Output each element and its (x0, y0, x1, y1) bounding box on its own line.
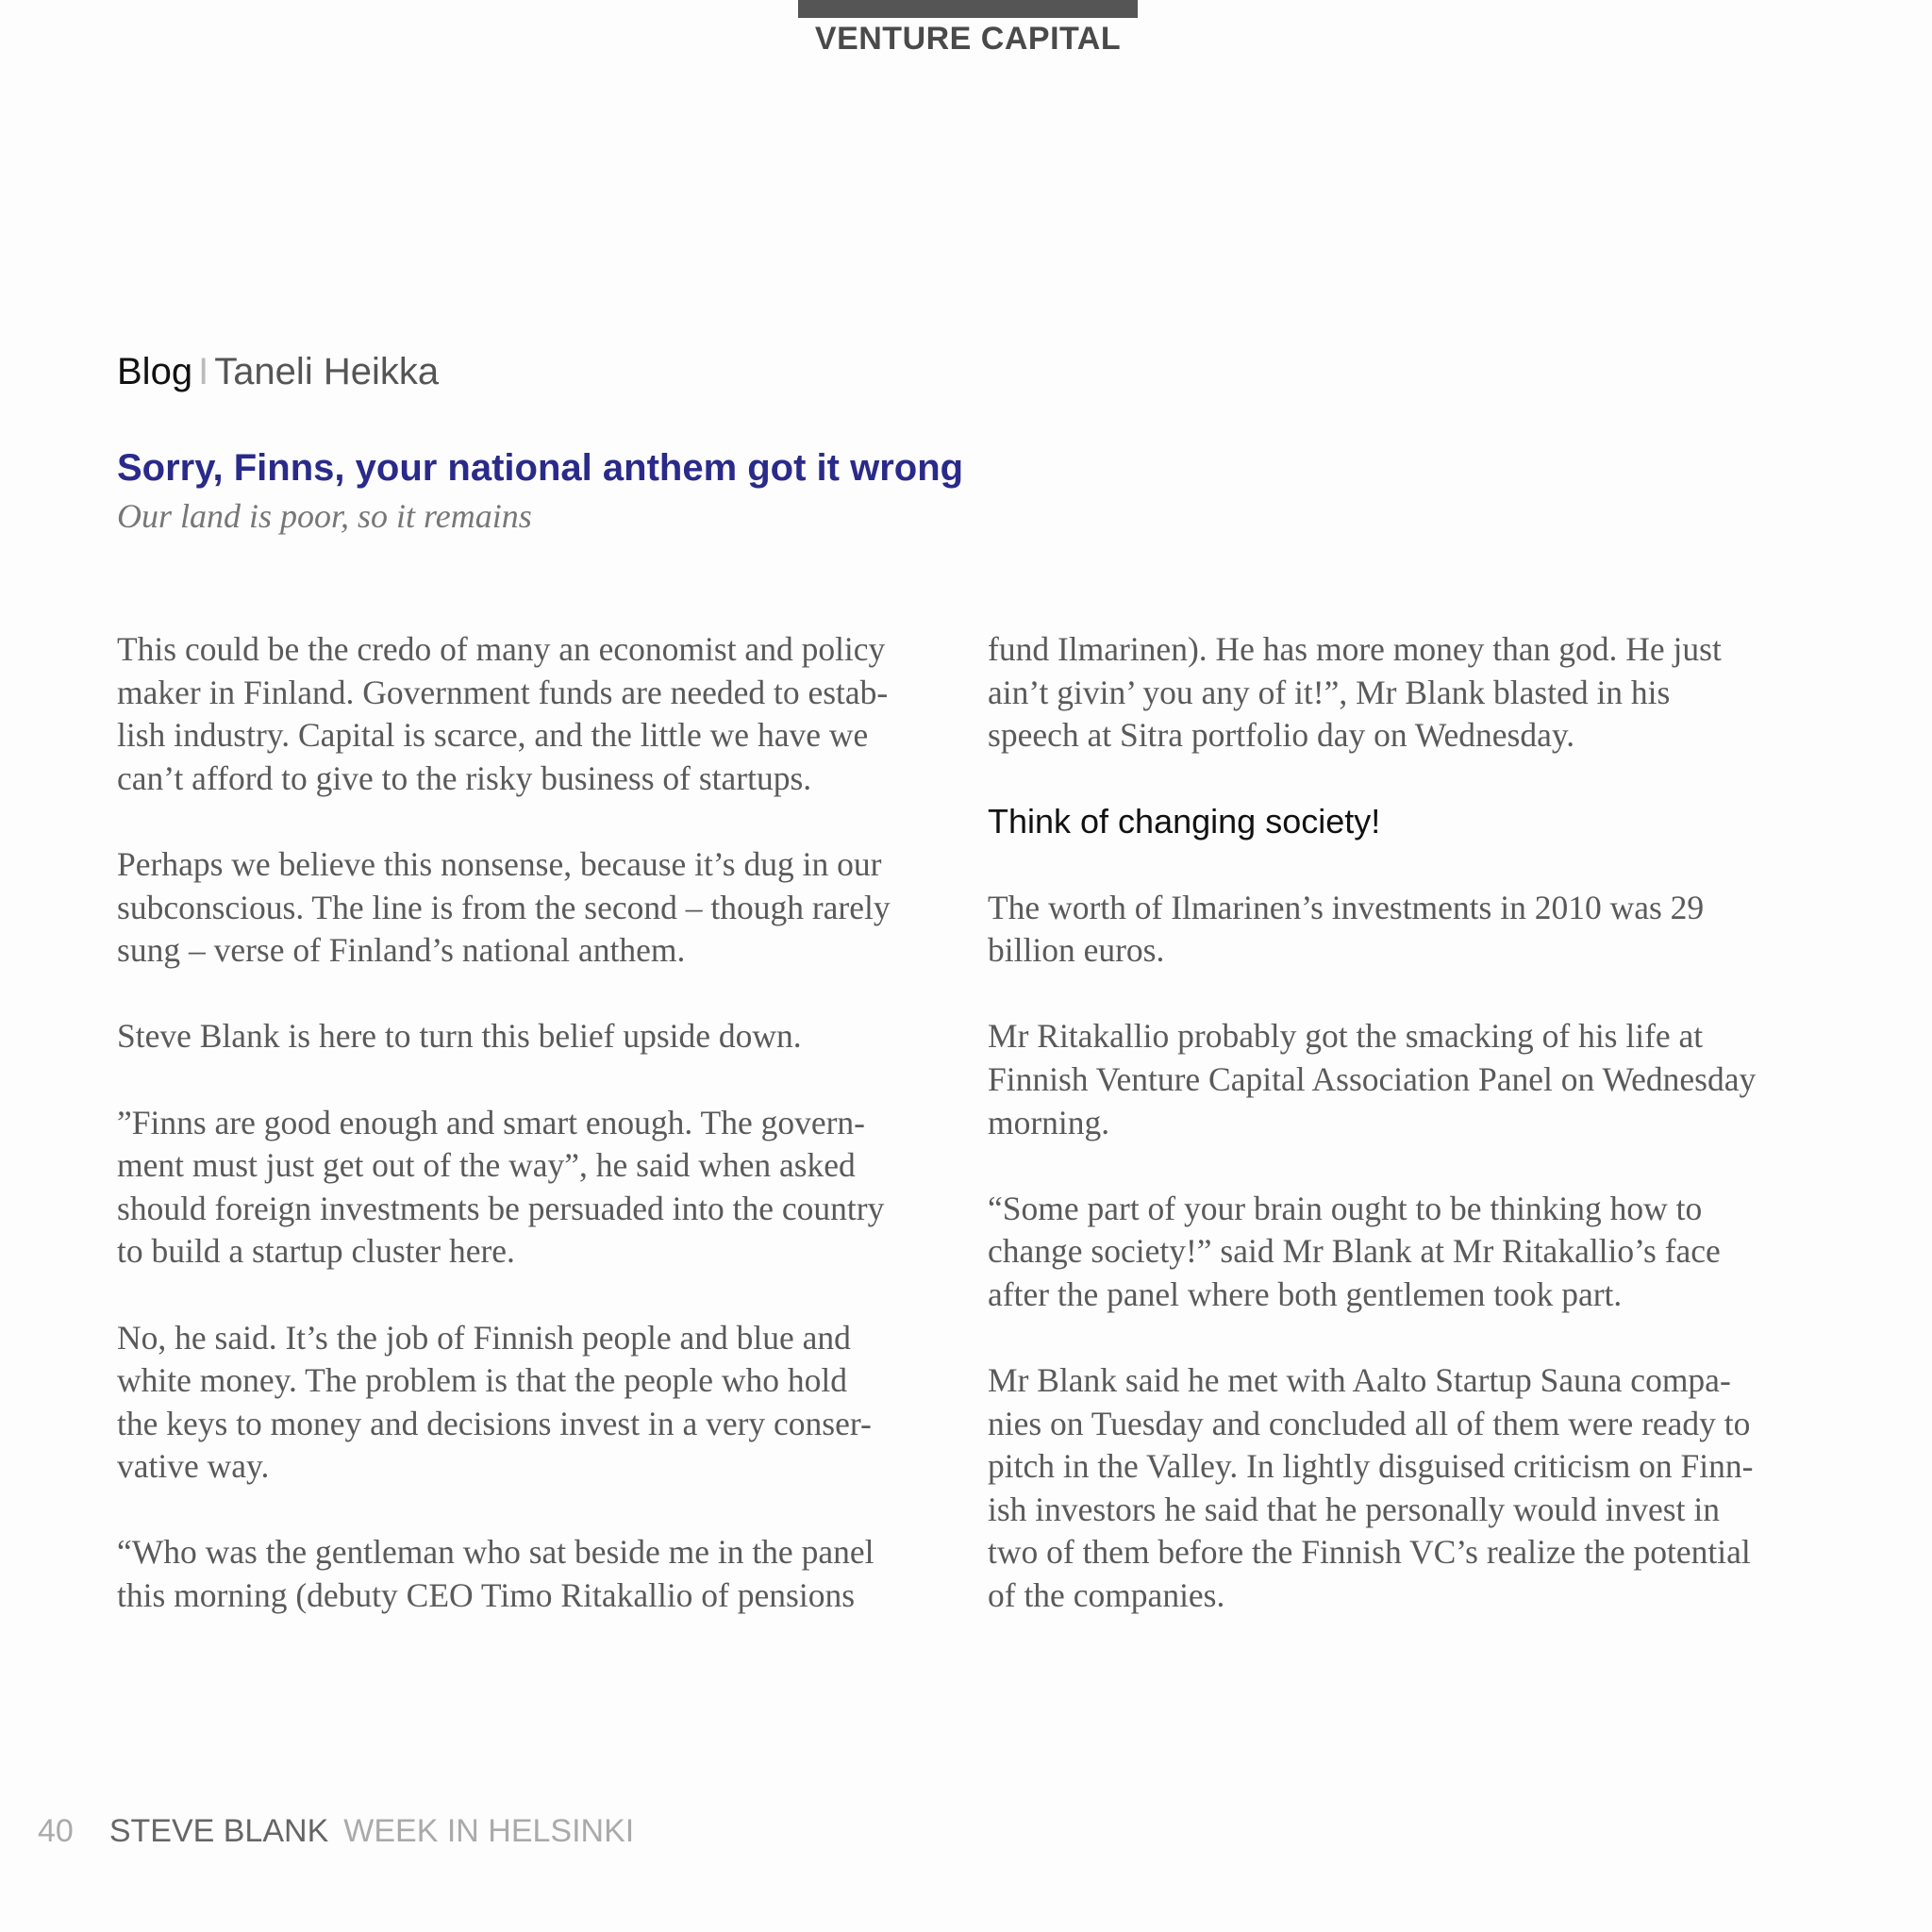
text-line: ment must just get out of the way”, he said when asked (117, 1146, 856, 1185)
text-line: ain’t givin’ you any of it!”, Mr Blank blasted in his (988, 673, 1671, 711)
article-right-column (988, 628, 1837, 1618)
text-line: Mr Blank said he met with Aalto Startup Sauna compa- (988, 1361, 1731, 1400)
text-line: this morning (debuty CEO Timo Ritakallio of pensions (117, 1576, 856, 1615)
text-line: morning. (988, 1103, 1110, 1141)
paragraph (988, 1188, 1837, 1317)
text-line: This could be the credo of many an economist and policy (117, 630, 886, 668)
paragraph (988, 887, 1837, 973)
text-line: the keys to money and decisions invest in a very conser- (117, 1404, 872, 1442)
publication-name-primary: STEVE BLANK (108, 1813, 329, 1849)
text-line: No, he said. It’s the job of Finnish people and blue and (117, 1318, 851, 1357)
paragraph (988, 1359, 1837, 1618)
text-line: fund Ilmarinen). He has more money than god. He just (988, 630, 1722, 668)
text-line: change society!” said Mr Blank at Mr Ritakallio’s face (988, 1232, 1721, 1271)
text-line: lish industry. Capital is scarce, and the little we have we (117, 716, 869, 755)
text-line: ish investors he said that he personally would invest in (988, 1490, 1720, 1528)
text-line: ”Finns are good enough and smart enough. The govern- (117, 1103, 865, 1141)
paragraph (117, 1015, 952, 1058)
byline-separator: I (198, 351, 209, 392)
text-line: two of them before the Finnish VC’s realize the potential (988, 1533, 1751, 1572)
text-line: to build a startup cluster here. (117, 1232, 515, 1271)
text-line: after the panel where both gentlemen took part. (988, 1274, 1623, 1313)
paragraph (117, 1531, 952, 1617)
paragraph (117, 628, 952, 800)
text-line: nies on Tuesday and concluded all of them were ready to (988, 1404, 1751, 1442)
text-line: vative way. (117, 1447, 270, 1486)
text-line: sung – verse of Finland’s national anthem. (117, 931, 686, 970)
text-line: Finnish Venture Capital Association Panel on Wednesday (988, 1059, 1757, 1098)
byline (117, 351, 439, 393)
page-footer (38, 1813, 634, 1850)
byline-author: Taneli Heikka (214, 351, 440, 392)
text-line: subconscious. The line is from the second – though rarely (117, 888, 891, 926)
text-line: Steve Blank is here to turn this belief upside down. (117, 1017, 802, 1056)
text-line: “Some part of your brain ought to be thinking how to (988, 1189, 1703, 1227)
article-title: Sorry, Finns, your national anthem got it wrong (117, 447, 964, 489)
publication-name-secondary: WEEK IN HELSINKI (343, 1813, 635, 1849)
text-line: The worth of Ilmarinen’s investments in 2010 was 29 (988, 888, 1705, 926)
text-line: of the companies. (988, 1576, 1225, 1615)
text-line: white money. The problem is that the people who hold (117, 1361, 847, 1400)
text-line: can’t afford to give to the risky business of startups. (117, 758, 812, 797)
paragraph (988, 628, 1837, 758)
section-tab-bar (798, 0, 1138, 18)
byline-kind: Blog (117, 351, 193, 392)
article-left-column (117, 628, 952, 1618)
text-line: “Who was the gentleman who sat beside me in the panel (117, 1533, 874, 1572)
paragraph (117, 843, 952, 973)
paragraph (117, 1102, 952, 1274)
text-line: speech at Sitra portfolio day on Wednesday. (988, 716, 1575, 755)
text-line: Perhaps we believe this nonsense, because it’s dug in our (117, 844, 882, 883)
article-subtitle: Our land is poor, so it remains (117, 497, 532, 535)
text-line: billion euros. (988, 931, 1165, 970)
text-line: should foreign investments be persuaded into the country (117, 1189, 885, 1227)
paragraph (117, 1317, 952, 1489)
text-line: maker in Finland. Government funds are needed to estab- (117, 673, 889, 711)
text-line: Mr Ritakallio probably got the smacking of his life at (988, 1017, 1704, 1056)
section-subheading: Think of changing society! (988, 802, 1381, 841)
section-label: VENTURE CAPITAL (814, 21, 1122, 57)
text-line: pitch in the Valley. In lightly disguised criticism on Finn- (988, 1447, 1754, 1486)
paragraph (988, 1015, 1837, 1144)
page-number: 40 (38, 1813, 74, 1849)
